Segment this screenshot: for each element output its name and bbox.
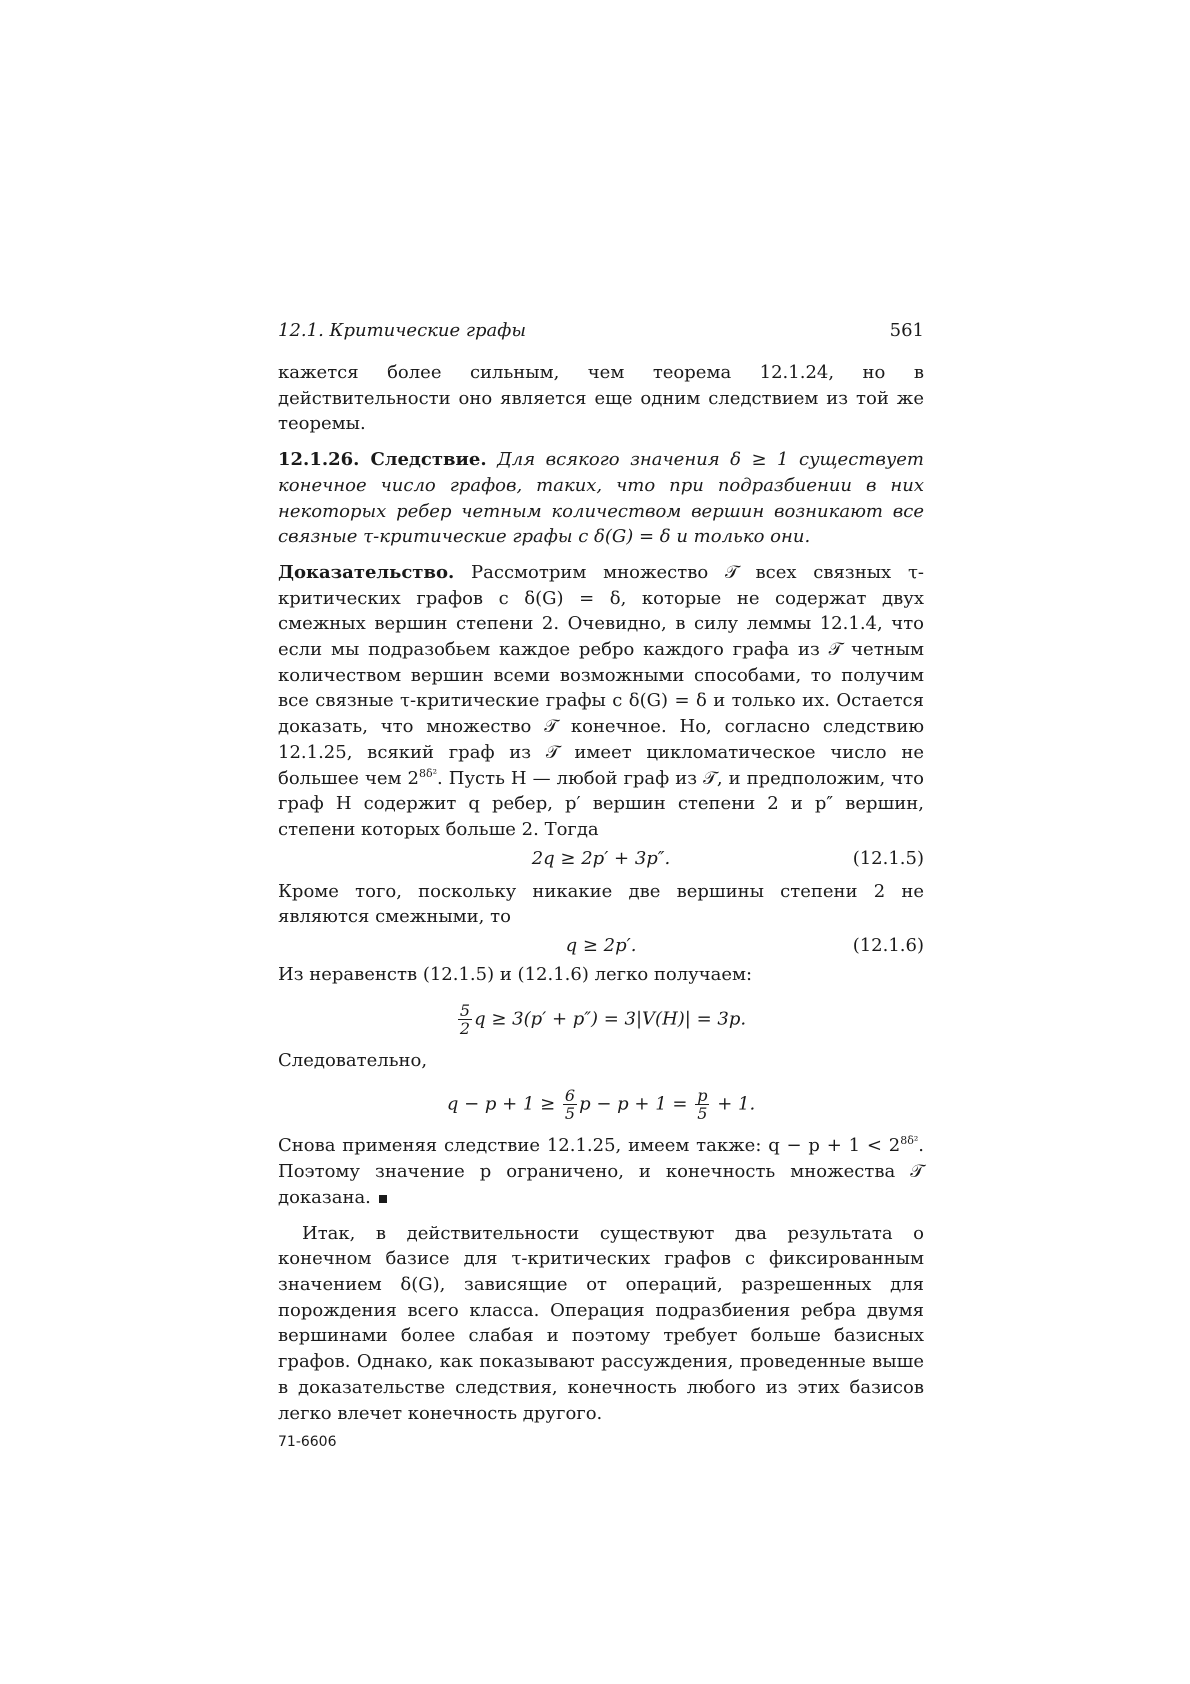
page-body [278,360,924,1456]
page-number: 561 [889,320,924,341]
paragraph-6: Итак, в действительности существуют два результата о конечном базисе для τ-критических графов с фиксированным значением δ(G), зависящие от операций, разрешенных для порождения всего класса. Операция подразбиения ребра двумя вершинами более слабая и поэтому требует больше базисных графов. Однако, как показывают рассуждения, проведенные выше в доказательстве следствия, конечность любого из этих базисов легко влечет конечность другого. [278,1222,924,1424]
exponent: 8δ² [900,1134,919,1148]
proof-text-2: . Пусть H — любой граф из 𝒯, и предположим, что граф H содержит q ребер, p′ вершин степени 2 и p″ вершин, степени которых больше 2. Тогда [278,767,924,840]
paragraph-2: Кроме того, поскольку никакие две вершины степени 2 не являются смежными, то [278,880,924,928]
paragraph-3: Из неравенств (12.1.5) и (12.1.6) легко получаем: [278,964,753,986]
fraction: $\frac{p}{5}$ [697,1086,708,1124]
equation-3 [278,988,924,1044]
equation-4: q − p + 1 ≥ $\frac{6}{5}$ p − p + 1 = $\frac{p}{5}$ + 1. [446,1086,756,1124]
running-header [278,318,924,344]
proof-exponent: 8δ² [419,766,438,780]
fraction: $\frac{6}{5}$ [564,1086,576,1124]
intro-paragraph: кажется более сильным, чем теорема 12.1.24, но в действительности оно является еще одним следствием из той же теоремы. [278,362,924,435]
proof-label: Доказательство. [278,561,455,583]
fraction: $\frac{5}{2}$ [459,1000,471,1038]
corollary-paragraph [278,447,924,550]
proof-text-1: Рассмотрим множество 𝒯 всех связных τ-критических графов с δ(G) = δ, которые не содержат двух смежных вершин степени 2. Очевидно, в силу леммы 12.1.4, что если мы подразобьем каждое ребро каждого графа из 𝒯 четным количеством вершин всеми возможными способами, то получим все связные τ-критические графы с δ(G) = δ и только их. Остается доказать, что множество 𝒯 конечное. Но, согласно следствию 12.1.25, всякий граф из 𝒯 имеет цикломатическое число не большее чем 2 [278,561,924,789]
equation-12-1-6 [278,930,924,962]
equation-expression: q ≥ 2p′. [565,935,637,957]
signature-mark: 71-6606 [278,1434,337,1451]
corollary-label: 12.1.26. Следствие. [278,449,487,471]
proof-paragraph [278,560,924,843]
equation-number: (12.1.6) [852,935,924,957]
qed-square-icon [379,1195,387,1203]
section-title: 12.1. Критические графы [278,320,526,341]
equation-expression: q ≥ 3(p′ + p″) = 3|V(H)| = 3p. [474,1008,747,1030]
corollary-text: Для всякого значения δ ≥ 1 существует конечное число графов, таких, что при подразбиении в них некоторых ребер четным количеством вершин возникают все связные τ-критические графы с δ(G) = δ и только они. [278,449,924,548]
equation-expression: 2q ≥ 2p′ + 3p″. [531,847,671,869]
paragraph-5: Снова применяя следствие 12.1.25, имеем также: $q - p + 1 < 2^{8\delta^2}$. Поэтому значение p ограничено, и конечность множества 𝒯 доказана. [278,1134,924,1208]
equation-number: (12.1.5) [852,847,924,869]
paragraph-4: Следовательно, [278,1049,428,1071]
equation-12-1-5 [278,843,924,875]
